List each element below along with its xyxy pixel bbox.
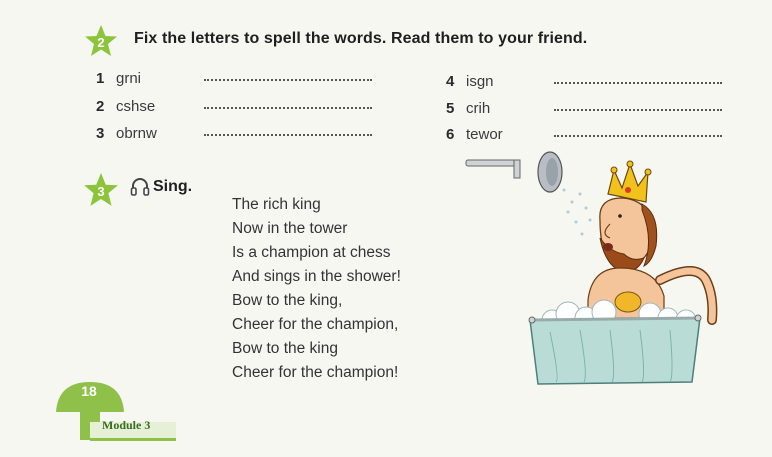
- answer-line[interactable]: [554, 133, 722, 137]
- answer-line[interactable]: [554, 80, 722, 84]
- item-number: 3: [96, 125, 105, 142]
- scrambled-word: crih: [466, 100, 491, 117]
- exercise-3-title: Sing.: [153, 178, 193, 195]
- scrambled-word: grni: [116, 70, 142, 87]
- item-number: 1: [96, 70, 105, 87]
- word-item: [446, 100, 722, 117]
- scrambled-word: obrnw: [116, 125, 157, 142]
- item-number: 2: [96, 98, 105, 115]
- answer-line[interactable]: [204, 77, 372, 81]
- exercise-number: 2: [97, 35, 105, 50]
- scrambled-word: isgn: [466, 73, 494, 90]
- item-number: 4: [446, 73, 455, 90]
- word-item: [96, 70, 372, 87]
- word-item: [446, 126, 722, 143]
- scrambled-word: tewor: [466, 126, 503, 143]
- answer-line[interactable]: [204, 105, 372, 109]
- exercise-number: 3: [97, 184, 105, 199]
- scrambled-word: cshse: [116, 98, 156, 115]
- exercise-2-title: Fix the letters to spell the words. Read them to your friend.: [134, 30, 588, 47]
- song-line: Is a champion at chess: [232, 244, 391, 261]
- song-line: Bow to the king: [232, 340, 338, 357]
- word-item: [96, 125, 372, 142]
- page-number: 18: [81, 383, 97, 399]
- exercise-star-2: [84, 24, 118, 58]
- song-line: Now in the tower: [232, 220, 348, 237]
- exercise-star-3: [83, 172, 119, 208]
- item-number: 6: [446, 126, 455, 143]
- module-label: Module 3: [102, 418, 151, 432]
- word-item: [96, 98, 372, 115]
- page-number-mushroom: [52, 378, 182, 448]
- item-number: 5: [446, 100, 455, 117]
- song-line: And sings in the shower!: [232, 268, 401, 285]
- word-item: [446, 73, 722, 90]
- answer-line[interactable]: [554, 107, 722, 111]
- song-line: Cheer for the champion!: [232, 364, 399, 381]
- song-line: Bow to the king,: [232, 292, 343, 309]
- song-lyrics: [232, 193, 401, 385]
- song-line: The rich king: [232, 196, 321, 213]
- headphones-icon[interactable]: [130, 177, 150, 202]
- song-line: Cheer for the champion,: [232, 316, 399, 333]
- king-in-bath-illustration: [460, 150, 735, 400]
- answer-line[interactable]: [204, 132, 372, 136]
